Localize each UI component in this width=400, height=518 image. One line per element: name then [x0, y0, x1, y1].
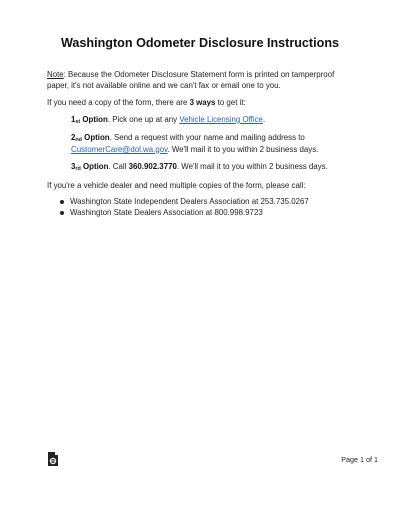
option-3-end: . We'll mail it to you within 2 business days.	[176, 162, 328, 171]
option-1-label: Option	[80, 115, 108, 124]
intro-bold: 3 ways	[189, 98, 216, 107]
list-item: Washington State Independent Dealers Association at 253.735.0267	[60, 197, 309, 208]
option-1-text: . Pick one up at any	[107, 115, 180, 124]
list-item: Washington State Dealers Association at 800.998.9723	[60, 208, 309, 219]
option-1-end: .	[262, 115, 266, 124]
option-2-label: Option	[81, 133, 110, 142]
option-3-label: Option	[80, 162, 109, 171]
note-text-line-2: paper, it's not available online and we can't fax or email one to you.	[47, 80, 281, 90]
option-2-end: . We'll mail it to you within 2 business days.	[167, 144, 319, 154]
option-1-number: 1	[71, 115, 76, 124]
option-1	[71, 115, 265, 127]
option-3-phone: 360.902.3770	[128, 162, 177, 171]
document-logo-icon	[47, 452, 59, 466]
option-3	[71, 162, 328, 174]
note-text-line-1: : Because the Odometer Disclosure Statement form is printed on tamperproof	[63, 70, 335, 79]
option-1-suffix: st	[75, 119, 81, 125]
vehicle-licensing-office-link[interactable]: Vehicle Licensing Office	[179, 115, 263, 124]
intro-text-end: to get it:	[215, 98, 246, 107]
option-2	[71, 133, 318, 155]
option-3-number: 3	[71, 162, 76, 171]
option-2-suffix: nd	[75, 137, 82, 143]
dealer-intro: If you're a vehicle dealer and need multiple copies of the form, please call:	[47, 181, 306, 190]
document-title: Washington Odometer Disclosure Instructions	[60, 36, 340, 50]
customer-care-email-link[interactable]: CustomerCare@dol.wa.gov	[71, 144, 168, 154]
intro-paragraph	[47, 98, 246, 109]
note-label: Note	[47, 70, 64, 79]
option-2-number: 2	[71, 133, 76, 142]
option-3-text: . Call	[108, 162, 129, 171]
note-paragraph	[47, 70, 334, 91]
option-2-text: . Send a request with your name and mailing address to	[109, 133, 305, 142]
option-3-suffix: rd	[75, 166, 81, 172]
intro-text: If you need a copy of the form, there are	[47, 98, 190, 107]
dealer-list	[60, 197, 309, 219]
page-number: Page 1 of 1	[341, 455, 378, 464]
